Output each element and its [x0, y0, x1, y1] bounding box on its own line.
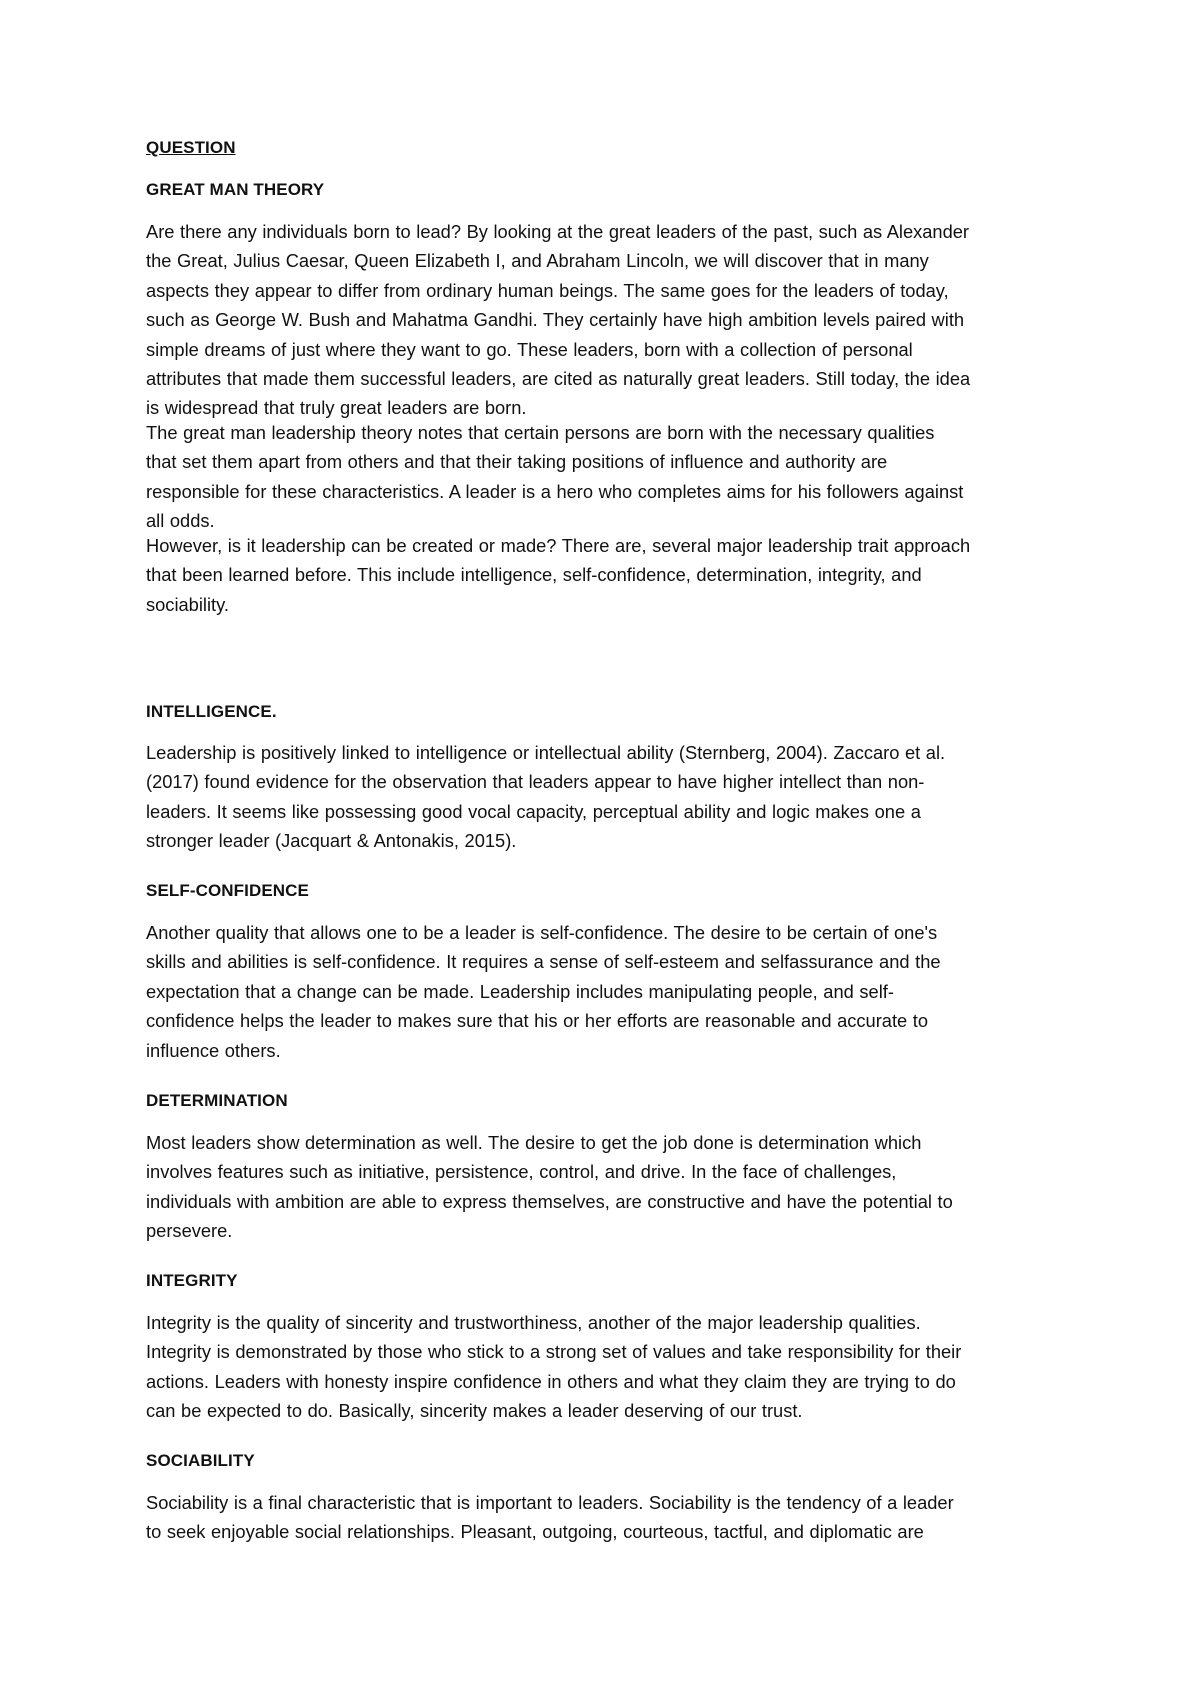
integrity-paragraph — [146, 1308, 1061, 1426]
text-line: that been learned before. This include intelligence, self-confidence, determination, integrity, and — [146, 564, 922, 586]
text-line: confidence helps the leader to makes sure that his or her efforts are reasonable and accurate to — [146, 1010, 929, 1032]
text-line: stronger leader (Jacquart & Antonakis, 2015). — [146, 830, 517, 852]
great-man-paragraph-1 — [146, 217, 1061, 423]
self-confidence-paragraph — [146, 918, 1061, 1065]
text-line: Leadership is positively linked to intelligence or intellectual ability (Sternberg, 2004). Zaccaro et al. — [146, 742, 946, 763]
text-line: simple dreams of just where they want to go. These leaders, born with a collection of personal — [146, 338, 913, 360]
self-confidence-heading: SELF-CONFIDENCE — [146, 881, 309, 900]
text-line: (2017) found evidence for the observation that leaders appear to have higher intellect than non- — [146, 771, 925, 793]
sociability-heading: SOCIABILITY — [146, 1451, 255, 1470]
text-line: can be expected to do. Basically, sincerity makes a leader deserving of our trust. — [146, 1400, 803, 1422]
great-man-theory-heading: GREAT MAN THEORY — [146, 180, 325, 199]
determination-heading: DETERMINATION — [146, 1091, 288, 1110]
intelligence-heading: INTELLIGENCE. — [146, 702, 277, 721]
text-line: is widespread that truly great leaders are born. — [146, 397, 527, 419]
intelligence-paragraph — [146, 738, 1061, 856]
text-line: Integrity is demonstrated by those who stick to a strong set of values and take responsibility for their — [146, 1341, 962, 1363]
text-line: Sociability is a final characteristic that is important to leaders. Sociability is the tendency of a leader — [146, 1492, 954, 1513]
text-line: attributes that made them successful leaders, are cited as naturally great leaders. Still today, the idea — [146, 368, 971, 390]
text-line: individuals with ambition are able to express themselves, are constructive and have the potential to — [146, 1190, 953, 1212]
text-line: However, is it leadership can be created or made? There are, several major leadership trait approach — [146, 535, 971, 556]
text-line: persevere. — [146, 1220, 233, 1242]
integrity-heading: INTEGRITY — [146, 1271, 238, 1290]
text-line: leaders. It seems like possessing good vocal capacity, perceptual ability and logic makes one a — [146, 800, 921, 822]
great-man-paragraph-3 — [146, 531, 1061, 619]
text-line: The great man leadership theory notes that certain persons are born with the necessary qualities — [146, 422, 935, 443]
text-line: aspects they appear to differ from ordinary human beings. The same goes for the leaders of today, — [146, 279, 949, 301]
determination-paragraph — [146, 1128, 1061, 1246]
text-line: that set them apart from others and that their taking positions of influence and authority are — [146, 451, 888, 473]
text-line: Another quality that allows one to be a leader is self-confidence. The desire to be certain of one's — [146, 922, 938, 943]
great-man-paragraph-2 — [146, 418, 1061, 536]
text-line: all odds. — [146, 510, 215, 532]
text-line: Integrity is the quality of sincerity and trustworthiness, another of the major leadership qualities. — [146, 1312, 921, 1333]
text-line: the Great, Julius Caesar, Queen Elizabeth I, and Abraham Lincoln, we will discover that in many — [146, 250, 929, 272]
text-line: Are there any individuals born to lead? By looking at the great leaders of the past, such as Alexander — [146, 221, 970, 242]
text-line: to seek enjoyable social relationships. Pleasant, outgoing, courteous, tactful, and diplomatic are — [146, 1521, 924, 1543]
sociability-paragraph — [146, 1488, 1061, 1547]
text-line: involves features such as initiative, persistence, control, and drive. In the face of challenges, — [146, 1161, 897, 1183]
text-line: influence others. — [146, 1039, 281, 1061]
text-line: Most leaders show determination as well. The desire to get the job done is determination which — [146, 1132, 922, 1153]
text-line: responsible for these characteristics. A leader is a hero who completes aims for his followers against — [146, 480, 964, 502]
text-line: actions. Leaders with honesty inspire confidence in others and what they claim they are trying to do — [146, 1370, 956, 1392]
text-line: expectation that a change can be made. Leadership includes manipulating people, and self- — [146, 980, 894, 1002]
text-line: sociability. — [146, 593, 229, 615]
question-heading: QUESTION — [146, 138, 236, 157]
text-line: skills and abilities is self-confidence. It requires a sense of self-esteem and selfassurance and the — [146, 951, 941, 973]
text-line: such as George W. Bush and Mahatma Gandhi. They certainly have high ambition levels paired with — [146, 309, 965, 331]
